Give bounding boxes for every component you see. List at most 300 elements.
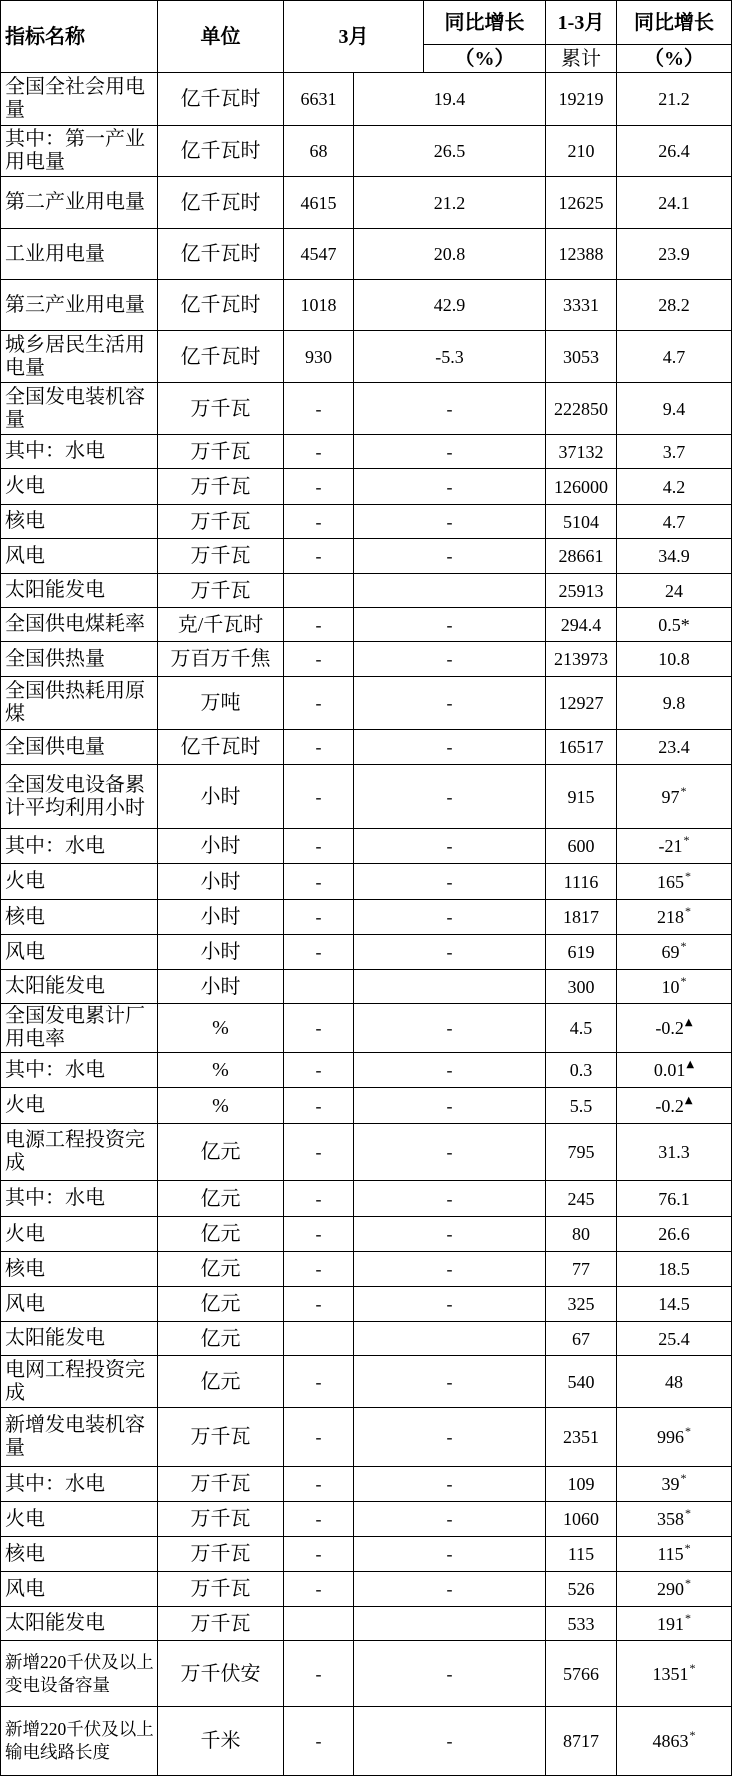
indicator-name <box>0 1641 158 1707</box>
march-yoy-text: - <box>446 1060 453 1080</box>
ytd-yoy-value: 358 <box>657 1509 684 1529</box>
march-yoy-text: - <box>446 649 453 669</box>
unit-cell-text: 亿元 <box>200 1327 241 1350</box>
ytd-yoy-value: 28.2 <box>658 295 690 315</box>
ytd-yoy-wrap <box>657 1508 691 1530</box>
ytd-value-text: 126000 <box>554 476 608 497</box>
indicator-name-text: 太阳能发电 <box>5 1612 105 1634</box>
march-value-text: - <box>315 1060 322 1080</box>
indicator-name-text: 太阳能发电 <box>5 1327 105 1349</box>
indicator-name <box>0 1408 158 1467</box>
indicator-name-text: 城乡居民生活用电量 <box>5 333 145 379</box>
march-value-text: 4547 <box>300 244 337 264</box>
indicator-name <box>0 1053 158 1088</box>
unit-cell-text: % <box>212 1094 229 1117</box>
ytd-value <box>546 1707 617 1776</box>
ytd-value <box>546 1053 617 1088</box>
header-ytd <box>546 0 617 45</box>
ytd-value <box>546 1641 617 1707</box>
march-value <box>284 1217 354 1252</box>
march-value-text: - <box>315 1544 322 1564</box>
ytd-value <box>546 1181 617 1217</box>
ytd-yoy-wrap <box>655 1017 692 1039</box>
indicator-name-text: 风电 <box>5 1577 45 1600</box>
unit-cell <box>158 383 284 435</box>
unit-cell <box>158 1217 284 1252</box>
indicator-name-text: 其中：水电 <box>5 440 105 462</box>
march-yoy-text: - <box>446 511 453 532</box>
march-yoy-text: - <box>446 1371 453 1392</box>
march-yoy-text: - <box>446 693 453 713</box>
march-value-text: - <box>315 398 322 419</box>
header-indicator-name <box>0 0 158 73</box>
ytd-value-text: 115 <box>567 1544 595 1564</box>
unit-cell-text: 亿千瓦时 <box>180 243 261 265</box>
march-yoy-text: - <box>446 1294 453 1314</box>
indicator-name <box>0 280 158 331</box>
indicator-name <box>0 1502 158 1537</box>
indicator-name-text: 全国全社会用电量 <box>5 76 145 121</box>
march-value-text: - <box>315 1509 322 1529</box>
ytd-value-text: 8717 <box>563 1731 599 1751</box>
unit-cell <box>158 1053 284 1088</box>
ytd-yoy-wrap <box>658 1141 690 1163</box>
unit-cell-text: 万千瓦 <box>190 1508 251 1530</box>
march-yoy <box>354 829 546 864</box>
march-value <box>284 73 354 126</box>
unit-cell <box>158 730 284 765</box>
ytd-value-text: 1060 <box>563 1509 599 1529</box>
march-yoy <box>354 935 546 970</box>
march-value-text: - <box>315 786 322 807</box>
march-value-text: - <box>315 1474 322 1494</box>
march-yoy <box>354 970 546 1004</box>
unit-cell-text: 万千瓦 <box>190 545 251 567</box>
ytd-yoy-mark: * <box>685 1424 691 1438</box>
ytd-yoy-mark: * <box>685 904 691 918</box>
ytd-yoy-value: 34.9 <box>658 546 690 566</box>
ytd-yoy-value: -21 <box>658 836 683 856</box>
ytd-yoy-value: 9.4 <box>662 398 686 419</box>
march-value-text: - <box>315 942 322 962</box>
march-value <box>284 1287 354 1322</box>
ytd-yoy <box>617 730 732 765</box>
ytd-yoy-wrap <box>662 1473 687 1495</box>
header-march-yoy <box>424 0 546 45</box>
unit-cell-text: % <box>212 1059 229 1081</box>
march-value <box>284 1004 354 1053</box>
indicator-name-text: 全国供热量 <box>5 647 105 670</box>
unit-cell <box>158 1287 284 1322</box>
march-value-text: - <box>315 1371 322 1392</box>
ytd-yoy-wrap <box>663 511 686 533</box>
ytd-yoy-value: 69 <box>661 942 680 962</box>
ytd-yoy-value: 3.7 <box>662 441 686 462</box>
ytd-yoy-mark: * <box>689 1660 696 1675</box>
unit-cell <box>158 1408 284 1467</box>
march-value <box>284 1252 354 1287</box>
ytd-yoy-value: 23.4 <box>658 737 690 757</box>
march-value <box>284 331 354 383</box>
march-yoy <box>354 469 546 505</box>
march-yoy-text: - <box>446 398 453 419</box>
ytd-yoy-value: 25.4 <box>658 1328 690 1349</box>
ytd-value <box>546 126 617 177</box>
indicator-name <box>0 73 158 126</box>
indicator-name-text: 核电 <box>5 510 45 532</box>
indicator-name <box>0 1607 158 1641</box>
indicator-name-text: 火电 <box>5 870 45 892</box>
march-value <box>284 126 354 177</box>
march-value <box>284 1053 354 1088</box>
ytd-yoy-value: 48 <box>665 1371 683 1392</box>
ytd-value-text: 1817 <box>563 907 599 927</box>
march-yoy <box>354 765 546 829</box>
ytd-value-text: 5766 <box>563 1663 599 1684</box>
ytd-value-text: 12625 <box>558 192 604 213</box>
ytd-yoy-mark: * <box>685 1610 691 1625</box>
ytd-yoy-value: 165 <box>657 871 684 892</box>
header-ytd-yoy-text: 同比增长 <box>634 11 714 34</box>
indicator-name-text: 全国供电煤耗率 <box>5 613 145 635</box>
ytd-yoy-wrap <box>663 441 686 463</box>
ytd-yoy-wrap <box>653 1730 696 1752</box>
march-yoy <box>354 900 546 935</box>
ytd-value <box>546 177 617 229</box>
march-yoy <box>354 73 546 126</box>
march-value <box>284 1641 354 1707</box>
march-yoy-text: - <box>446 1731 453 1751</box>
march-value <box>284 1502 354 1537</box>
ytd-value <box>546 539 617 574</box>
ytd-yoy <box>617 505 732 539</box>
march-value-text: - <box>315 1731 322 1751</box>
unit-cell <box>158 970 284 1004</box>
unit-cell <box>158 505 284 539</box>
ytd-yoy-value: 115 <box>657 1544 684 1564</box>
indicator-name-text: 风电 <box>5 544 45 567</box>
march-yoy <box>354 280 546 331</box>
indicator-name-text: 全国发电装机容量 <box>5 385 145 431</box>
march-yoy <box>354 229 546 280</box>
indicator-name-text: 第二产业用电量 <box>5 191 145 213</box>
march-yoy <box>354 1322 546 1356</box>
ytd-yoy <box>617 1356 732 1408</box>
march-yoy <box>354 1088 546 1124</box>
header-march-text: 3月 <box>338 25 369 48</box>
unit-cell-text: 小时 <box>200 835 241 857</box>
indicator-name-text: 核电 <box>5 905 45 928</box>
march-value <box>284 1088 354 1124</box>
unit-cell-text: 万百万千焦 <box>170 648 271 670</box>
unit-cell <box>158 829 284 864</box>
header-march-yoy-unit <box>424 45 546 73</box>
march-value <box>284 229 354 280</box>
unit-cell <box>158 608 284 642</box>
march-value-text: - <box>315 1188 322 1209</box>
ytd-yoy-wrap <box>658 192 690 214</box>
ytd-yoy-wrap <box>663 692 686 714</box>
march-yoy-text: - <box>446 1509 453 1529</box>
ytd-yoy-mark: * <box>689 1728 696 1742</box>
march-value-text: - <box>315 693 322 713</box>
ytd-yoy-value: 23.9 <box>658 244 690 264</box>
march-value <box>284 970 354 1004</box>
ytd-yoy-wrap <box>658 1328 690 1350</box>
unit-cell-text: 亿元 <box>200 1370 241 1393</box>
march-yoy <box>354 1537 546 1572</box>
ytd-yoy-value: 10 <box>661 976 680 997</box>
header-indicator-name-text: 指标名称 <box>5 25 85 48</box>
unit-cell-text: 万千瓦 <box>190 510 251 533</box>
ytd-yoy-wrap <box>661 783 687 808</box>
ytd-yoy-mark: * <box>683 833 690 847</box>
ytd-yoy-value: 4.2 <box>662 476 686 497</box>
ytd-yoy-wrap <box>658 648 690 670</box>
march-value <box>284 1356 354 1408</box>
ytd-yoy-value: -0.2 <box>655 1018 684 1038</box>
march-yoy <box>354 1287 546 1322</box>
indicator-name-text: 新增发电装机容量 <box>5 1414 145 1459</box>
header-march-yoy-text: 同比增长 <box>444 11 525 34</box>
ytd-value-text: 600 <box>567 836 595 856</box>
indicator-name-text: 工业用电量 <box>5 242 105 265</box>
ytd-yoy-wrap <box>657 1610 691 1635</box>
unit-cell <box>158 73 284 126</box>
march-yoy-text: - <box>446 1142 453 1162</box>
ytd-yoy <box>617 1287 732 1322</box>
ytd-yoy <box>617 1641 732 1707</box>
unit-cell-text: 亿千瓦时 <box>180 345 261 368</box>
march-value <box>284 1124 354 1181</box>
march-value <box>284 900 354 935</box>
march-yoy <box>354 1124 546 1181</box>
ytd-yoy <box>617 1004 732 1053</box>
indicator-name <box>0 1467 158 1502</box>
march-value-text: - <box>315 1663 322 1684</box>
ytd-value-text: 1116 <box>563 871 599 892</box>
unit-cell-text: % <box>212 1017 229 1039</box>
indicator-name <box>0 1217 158 1252</box>
march-value <box>284 1572 354 1607</box>
march-yoy <box>354 126 546 177</box>
ytd-value <box>546 900 617 935</box>
indicator-name-text: 其中：水电 <box>5 1058 105 1081</box>
ytd-yoy-value: 14.5 <box>658 1294 690 1314</box>
unit-cell-text: 万千瓦 <box>190 397 251 420</box>
ytd-yoy <box>617 1537 732 1572</box>
unit-cell <box>158 1124 284 1181</box>
ytd-yoy <box>617 280 732 331</box>
march-value-text: - <box>315 1259 322 1279</box>
indicator-name <box>0 574 158 608</box>
march-yoy <box>354 177 546 229</box>
indicator-name <box>0 177 158 229</box>
march-yoy-text: - <box>446 907 453 927</box>
ytd-yoy <box>617 642 732 677</box>
ytd-yoy-mark: ▲ <box>684 1017 693 1028</box>
indicator-name <box>0 677 158 730</box>
ytd-value-text: 0.3 <box>569 1060 593 1080</box>
ytd-yoy <box>617 539 732 574</box>
ytd-yoy-mark: * <box>680 783 687 798</box>
march-yoy-text: 26.5 <box>433 141 466 161</box>
march-yoy-text: - <box>446 1259 453 1279</box>
march-yoy <box>354 539 546 574</box>
header-ytd-cumulative <box>546 45 617 73</box>
ytd-value-text: 5.5 <box>569 1095 593 1116</box>
unit-cell <box>158 539 284 574</box>
ytd-value-text: 80 <box>572 1224 590 1244</box>
unit-cell-text: 万千瓦 <box>190 1426 251 1448</box>
ytd-value <box>546 1356 617 1408</box>
march-value <box>284 1181 354 1217</box>
unit-cell-text: 克/千瓦时 <box>177 613 264 636</box>
ytd-yoy-wrap <box>657 868 691 893</box>
ytd-value <box>546 331 617 383</box>
march-value <box>284 864 354 900</box>
unit-cell-text: 亿元 <box>200 1293 241 1315</box>
ytd-yoy-value: 26.4 <box>658 141 690 161</box>
indicator-name <box>0 765 158 829</box>
unit-cell <box>158 1088 284 1124</box>
march-yoy <box>354 608 546 642</box>
march-yoy <box>354 435 546 469</box>
ytd-value-text: 25913 <box>558 580 604 601</box>
indicator-name-text: 其中：水电 <box>5 1472 105 1495</box>
indicator-name <box>0 1124 158 1181</box>
ytd-yoy <box>617 1053 732 1088</box>
march-value-text: - <box>315 441 322 462</box>
march-value-text: - <box>315 1095 322 1116</box>
ytd-yoy-value: 24 <box>665 580 683 601</box>
unit-cell <box>158 900 284 935</box>
ytd-value <box>546 1502 617 1537</box>
header-ytd-yoy-unit-text: （%） <box>644 47 704 70</box>
indicator-name <box>0 505 158 539</box>
unit-cell-text: 万吨 <box>200 692 241 714</box>
unit-cell-text: 小时 <box>200 785 241 808</box>
march-value <box>284 765 354 829</box>
unit-cell <box>158 1322 284 1356</box>
indicator-name <box>0 229 158 280</box>
ytd-yoy <box>617 829 732 864</box>
ytd-value <box>546 1322 617 1356</box>
ytd-value <box>546 229 617 280</box>
march-value-text: 930 <box>305 346 332 367</box>
ytd-yoy <box>617 383 732 435</box>
ytd-yoy <box>617 1181 732 1217</box>
ytd-yoy-wrap <box>657 1426 691 1448</box>
unit-cell-text: 万千伏安 <box>180 1662 261 1685</box>
indicator-name <box>0 900 158 935</box>
ytd-yoy <box>617 677 732 730</box>
march-value-text: - <box>315 1224 322 1244</box>
indicator-name <box>0 935 158 970</box>
unit-cell <box>158 1607 284 1641</box>
march-value <box>284 383 354 435</box>
ytd-value-text: 12927 <box>558 693 604 713</box>
unit-cell-text: 小时 <box>200 975 241 998</box>
ytd-yoy-wrap <box>658 88 690 110</box>
march-yoy <box>354 331 546 383</box>
unit-cell-text: 万千瓦 <box>190 1473 251 1495</box>
indicator-name <box>0 383 158 435</box>
indicator-name <box>0 126 158 177</box>
march-yoy-text: - <box>446 476 453 497</box>
ytd-value-text: 222850 <box>554 398 608 419</box>
march-yoy-text: 42.9 <box>433 295 466 315</box>
march-yoy-text: - <box>446 1544 453 1564</box>
march-yoy-text: 19.4 <box>433 89 466 109</box>
indicator-name-text: 其中：水电 <box>5 1187 105 1209</box>
unit-cell <box>158 435 284 469</box>
march-yoy <box>354 383 546 435</box>
ytd-yoy-wrap <box>657 1578 691 1600</box>
ytd-yoy-mark: * <box>684 1541 691 1555</box>
march-value-text: - <box>315 836 322 856</box>
unit-cell <box>158 765 284 829</box>
ytd-yoy-value: 24.1 <box>658 192 690 213</box>
unit-cell <box>158 1572 284 1607</box>
unit-cell-text: 小时 <box>200 941 241 963</box>
header-ytd-cumulative-text: 累计 <box>561 47 601 70</box>
march-yoy <box>354 1641 546 1707</box>
ytd-yoy-value: 26.6 <box>658 1224 690 1244</box>
ytd-yoy-mark: * <box>680 1471 687 1485</box>
unit-cell-text: 千米 <box>200 1730 241 1752</box>
unit-cell <box>158 1467 284 1502</box>
ytd-yoy <box>617 1408 732 1467</box>
march-yoy-text: - <box>446 871 453 892</box>
ytd-value-text: 213973 <box>554 649 608 669</box>
march-value <box>284 677 354 730</box>
march-value <box>284 1537 354 1572</box>
unit-cell <box>158 574 284 608</box>
ytd-yoy-value: 31.3 <box>658 1142 690 1162</box>
march-yoy <box>354 1053 546 1088</box>
march-value-text: - <box>315 546 322 566</box>
march-value <box>284 505 354 539</box>
ytd-yoy-wrap <box>661 973 687 998</box>
ytd-yoy-wrap <box>663 346 686 368</box>
ytd-yoy-value: 97 <box>661 786 680 807</box>
ytd-value <box>546 73 617 126</box>
indicator-name <box>0 1088 158 1124</box>
ytd-yoy-wrap <box>658 736 690 758</box>
ytd-value-text: 3053 <box>563 346 599 367</box>
ytd-value <box>546 1467 617 1502</box>
ytd-value <box>546 435 617 469</box>
ytd-yoy <box>617 73 732 126</box>
indicator-name <box>0 864 158 900</box>
ytd-yoy <box>617 435 732 469</box>
ytd-value <box>546 505 617 539</box>
ytd-value-text: 3331 <box>563 295 599 315</box>
ytd-value <box>546 677 617 730</box>
ytd-yoy-value: 21.2 <box>658 89 690 109</box>
ytd-yoy <box>617 900 732 935</box>
march-yoy <box>354 1467 546 1502</box>
march-yoy <box>354 1356 546 1408</box>
unit-cell-text: 亿千瓦时 <box>180 140 261 162</box>
march-yoy-text: - <box>446 942 453 962</box>
ytd-yoy-wrap <box>658 294 690 316</box>
march-yoy-text: - <box>446 1188 453 1209</box>
indicator-name-text: 新增220千伏及以上变电设备容量 <box>5 1651 154 1695</box>
march-value <box>284 608 354 642</box>
ytd-yoy-value: 76.1 <box>658 1188 690 1209</box>
